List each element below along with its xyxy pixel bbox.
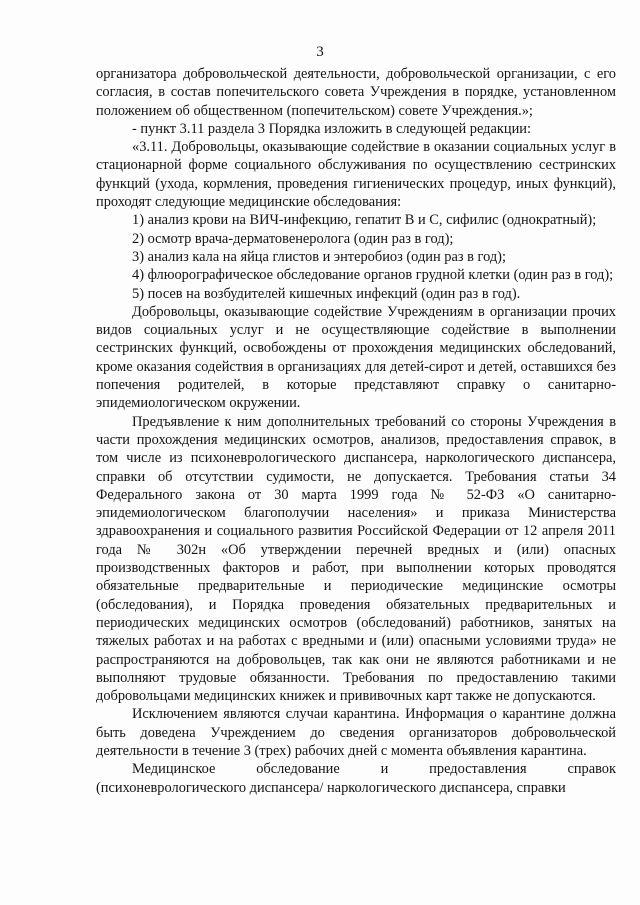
paragraph-10: Предъявление к ним дополнительных требований со стороны Учреждения в части прохождения медицинских осмотров, анализов, предоставления справок, в том числе из психоневрологического диспансера, наркологического диспансера, справки об отсутствии судимости, не допускается. Требования статьи 34 Федерального закона от 30 марта 1999 года № 52-ФЗ «О санитарно-эпидемиологическом благополучии населения» и приказа Министерства здравоохранения и социального развития Российской Федерации от 12 апреля 2011 года № 302н «Об утверждении перечней вредных и (или) опасных производственных факторов и работ, при выполнении которых проводятся обязательные предварительные и периодические медицинские осмотры (обследования), и Порядка проведения обязательных предварительных и периодических медицинских осмотров (обследований) работников, занятых на тяжелых работах и на работах с вредными и (или) опасными условиями труда» не распространяются на добровольцев, так как они не являются работниками и не выполняют трудовые обязанности. Требования по предоставлению такими добровольцами медицинских книжек и прививочных карт также не допускаются.: [96, 413, 616, 705]
paragraph-5: 2) осмотр врача-дерматовенеролога (один раз в год);: [132, 230, 454, 247]
page-number: 3: [316, 44, 324, 60]
document-body: [96, 65, 616, 797]
paragraph-9: Добровольцы, оказывающие содействие Учреждениям в организации прочих видов социальных услуг и не осуществляющие содействие в выполнении сестринских функций, освобождены от прохождения медицинских обследований, кроме оказания содействия в организациях для детей-сирот и детей, оставшихся без попечения родителей, в которые представляют справку о санитарно-эпидемиологическом окружении.: [96, 303, 616, 412]
paragraph-3: «3.11. Добровольцы, оказывающие содействие в оказании социальных услуг в стационарной форме социального обслуживания по осуществлению сестринских функций (ухода, кормления, проведения гигиенических процедур, иных функций), проходят следующие медицинские обследования:: [96, 139, 616, 211]
paragraph-2: - пункт 3.11 раздела 3 Порядка изложить в следующей редакции:: [132, 120, 531, 137]
paragraph-8: 5) посев на возбудителей кишечных инфекций (один раз в год).: [132, 285, 521, 302]
paragraph-11: Исключением являются случаи карантина. Информация о карантине должна быть доведена Учреждением до сведения организаторов добровольческой деятельности в течение 3 (трех) рабочих дней с момента объявления карантина.: [96, 706, 616, 759]
paragraph-12: Медицинское обследование и предоставления справок (психоневрологического диспансера/ наркологического диспансера, справки: [96, 761, 616, 796]
paragraph-7: 4) флюорографическое обследование органов грудной клетки (один раз в год);: [132, 267, 614, 284]
paragraph-1: организатора добровольческой деятельности, добровольческой организации, с его согласия, в состав попечительского совета Учреждения в порядке, установленном положением об общественном (попечительском) совете Учреждения.»;: [96, 66, 616, 119]
paragraph-6: 3) анализ кала на яйца глистов и энтеробиоз (один раз в год);: [132, 248, 506, 265]
paragraph-4: 1) анализ крови на ВИЧ-инфекцию, гепатит В и С, сифилис (однократный);: [132, 212, 597, 229]
